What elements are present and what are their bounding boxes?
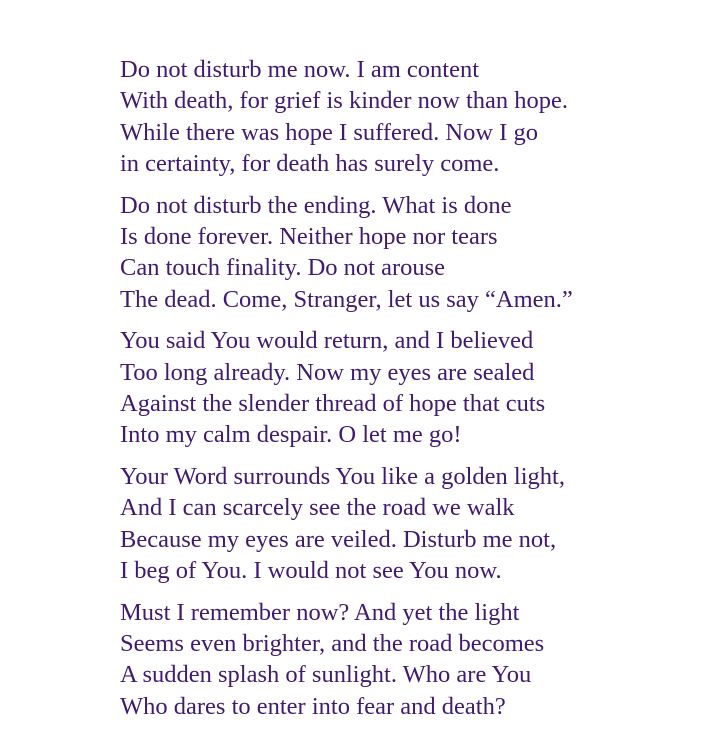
- poem-line: A sudden splash of sunlight. Who are You: [120, 661, 532, 689]
- poem-line: Into my calm despair. O let me go!: [120, 421, 462, 449]
- poem-line: in certainty, for death has surely come.: [120, 149, 500, 177]
- poem-text: [120, 54, 700, 732]
- poem-line: Is done forever. Neither hope nor tears: [120, 222, 498, 250]
- poem-line: While there was hope I suffered. Now I go: [120, 118, 538, 146]
- poem-line: Do not disturb the ending. What is done: [120, 191, 512, 219]
- stanza-3: [120, 325, 700, 450]
- poem-line: Do not disturb me now. I am content: [120, 56, 480, 83]
- poem-line: The dead. Come, Stranger, let us say “Amen.”: [120, 285, 573, 313]
- poem-line: With death, for grief is kinder now than hope.: [120, 87, 569, 115]
- poem-line: Seems even brighter, and the road becomes: [120, 630, 545, 658]
- poem-line: Your Word surrounds You like a golden light,: [120, 463, 565, 491]
- stanza-5: [120, 597, 700, 722]
- poem-line: I beg of You. I would not see You now.: [120, 556, 502, 584]
- poem-line: Too long already. Now my eyes are sealed: [120, 358, 535, 386]
- poem-line: And I can scarcely see the road we walk: [120, 494, 515, 522]
- poem-line: Must I remember now? And yet the light: [120, 598, 520, 626]
- poem-line: Against the slender thread of hope that cuts: [120, 389, 546, 417]
- stanza-4: [120, 461, 700, 586]
- poem-line: Can touch finality. Do not arouse: [120, 254, 446, 282]
- stanza-2: [120, 190, 700, 315]
- poem-line: Who dares to enter into fear and death?: [120, 692, 506, 720]
- poem-line: You said You would return, and I believed: [120, 327, 534, 355]
- poem-line: Because my eyes are veiled. Disturb me not,: [120, 525, 557, 553]
- stanza-1: [120, 54, 700, 179]
